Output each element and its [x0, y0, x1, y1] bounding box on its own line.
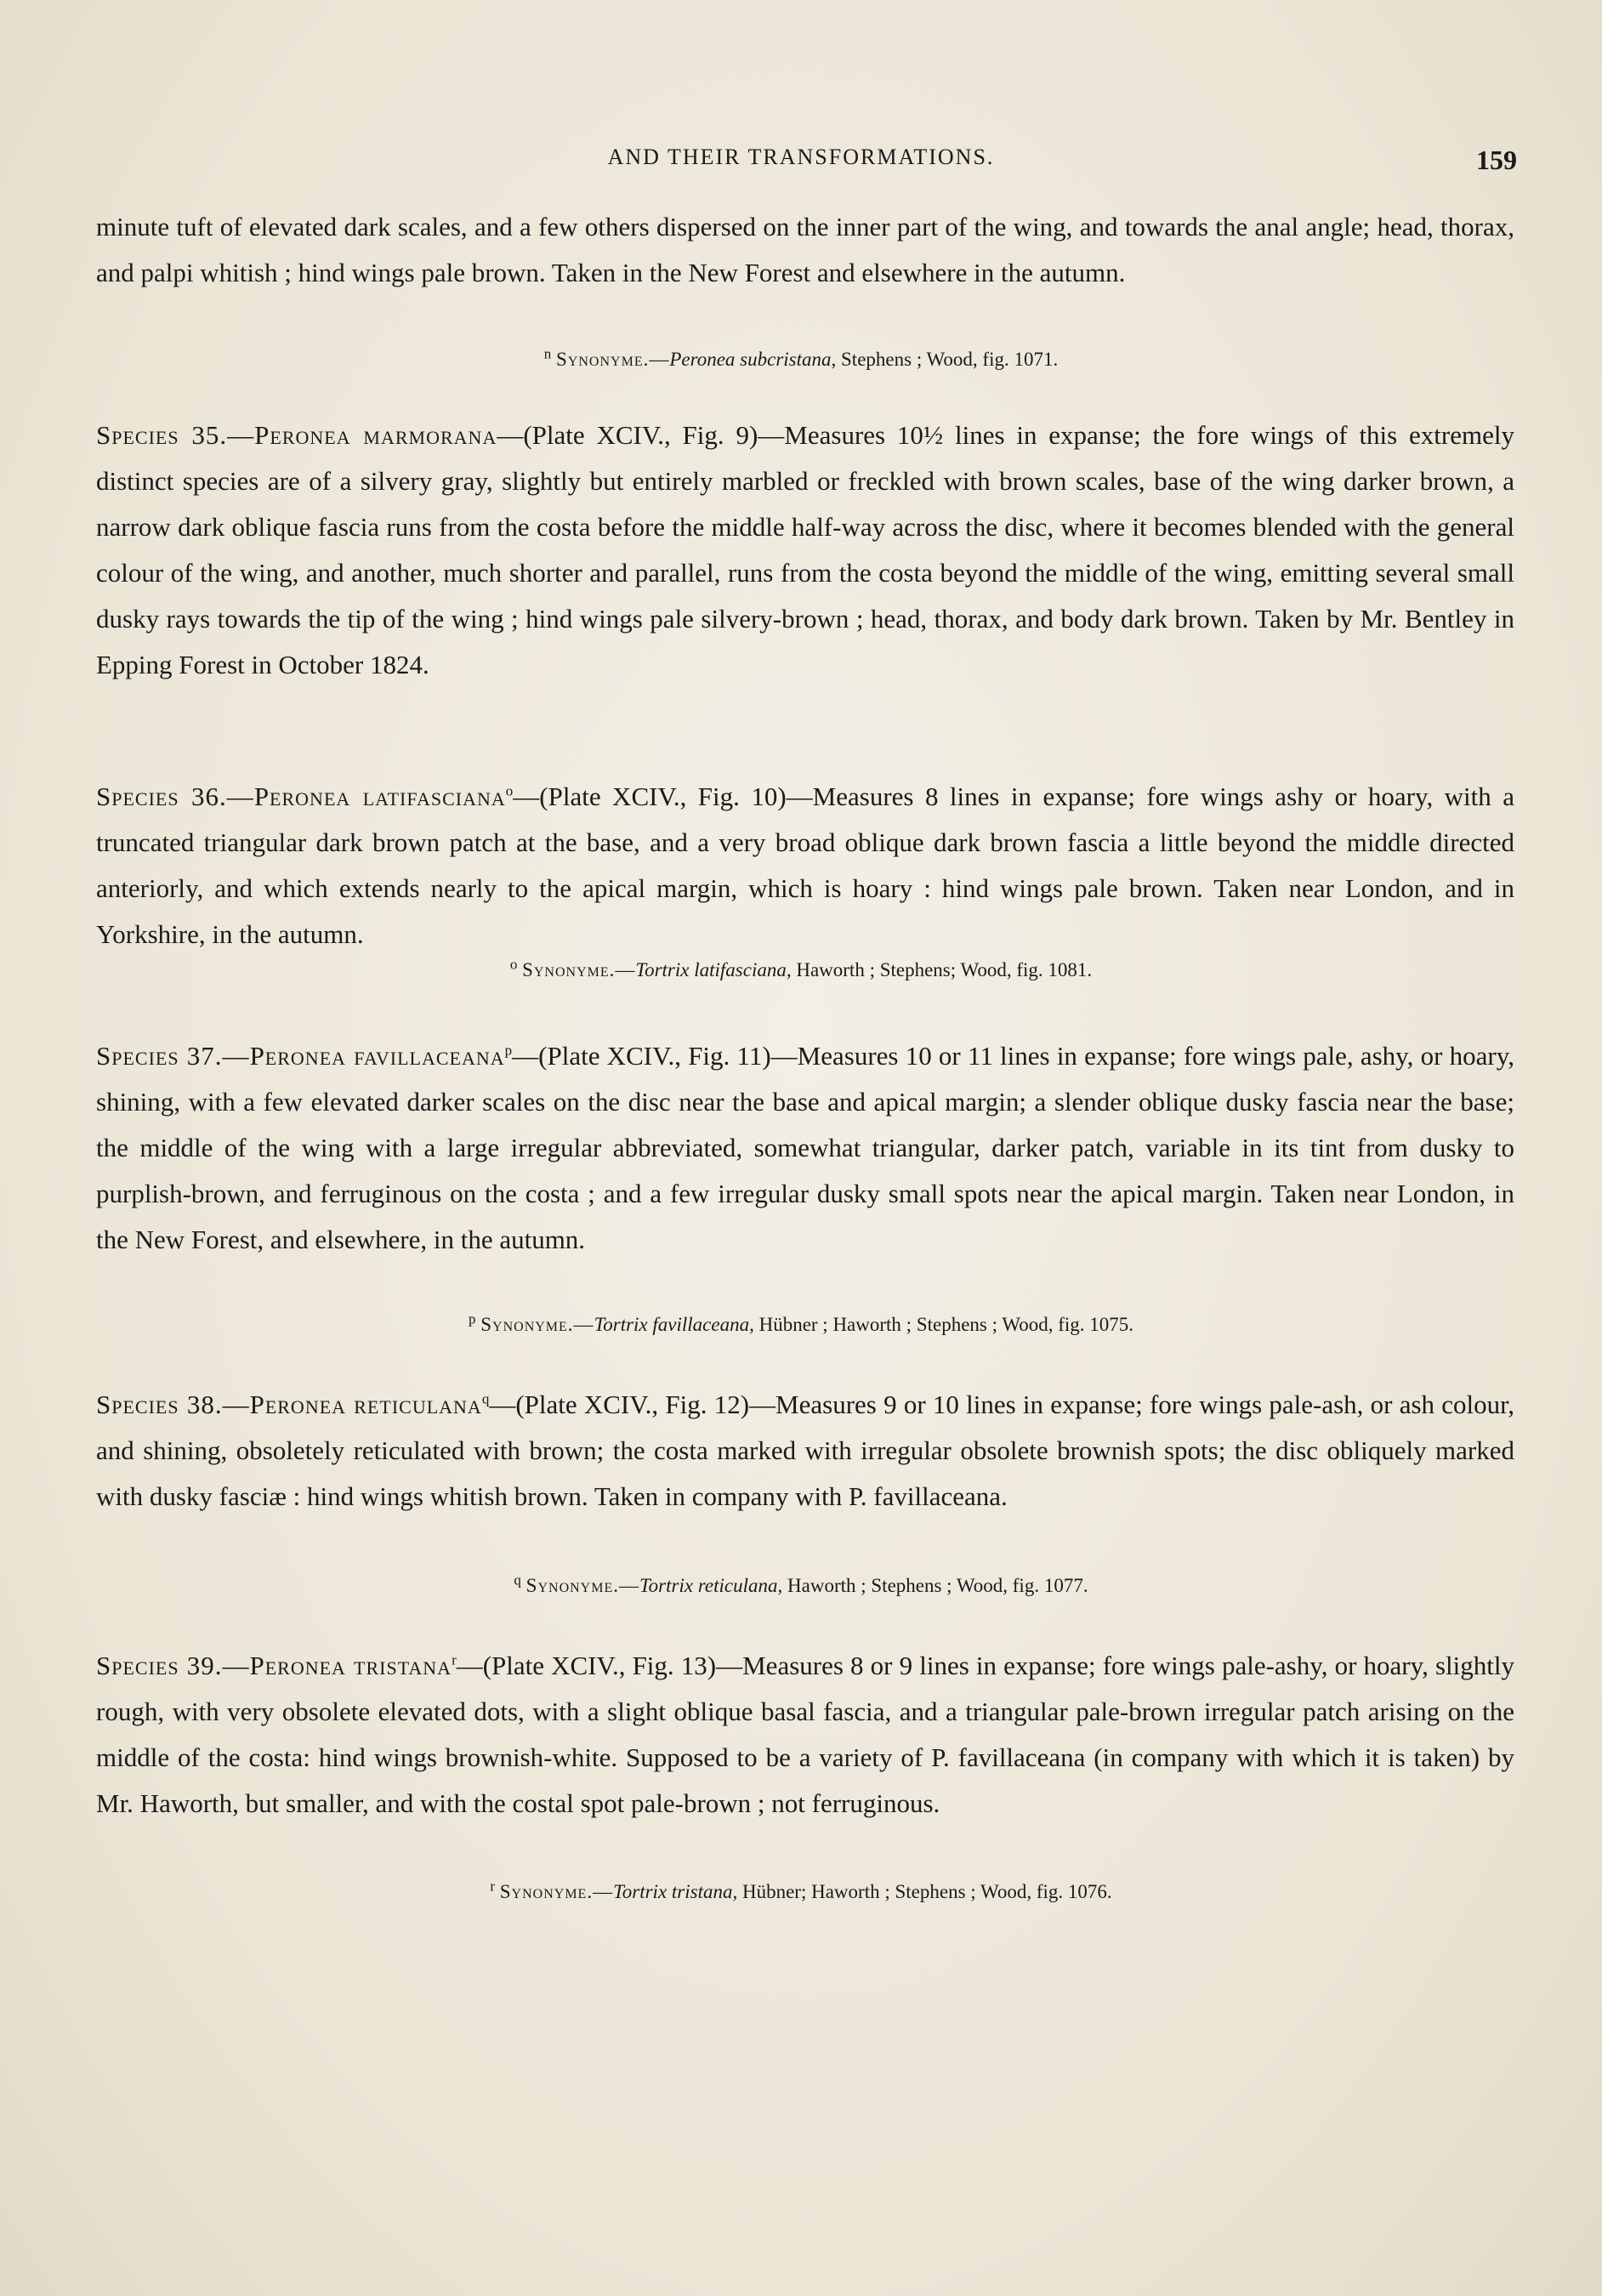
species-description: —(Plate XCIV., Fig. 10)—Measures 8 lines in expanse; fore wings ashy or hoary, with a truncated triangular dark brown patch at the base, and a very broad oblique dark brown fascia a little beyond the middle directed anteriorly, and which extends nearly to the apical margin, which is hoary : hind wings pale brown. Taken near London, and in Yorkshire, in the autumn. — [96, 781, 1515, 949]
synonym-references: Stephens ; Wood, fig. 1071. — [836, 349, 1059, 370]
species-number: Species 36.— — [96, 781, 254, 811]
synonym-references: Haworth ; Stephens; Wood, fig. 1081. — [791, 959, 1093, 980]
synonym-references: Haworth ; Stephens ; Wood, fig. 1077. — [782, 1575, 1088, 1596]
footnote-ref: r — [452, 1651, 457, 1668]
species-name: Peronea tristana — [249, 1651, 452, 1680]
species-name: Peronea marmorana — [254, 420, 497, 450]
species-name: Peronea latifasciana — [253, 781, 506, 811]
species-description: —(Plate XCIV., Fig. 11)—Measures 10 or 11 lines in expanse; fore wings pale, ashy, or hoary, shining, with a few elevated darker scales on the disc near the base and apical margin; a slender oblique dusky fascia near the base; the middle of the wing with a large irregular abbreviated, somewhat triangular, darker patch, variable in its tint from dusky to purplish-brown, and ferruginous on the costa ; and a few irregular dusky small spots near the apical margin. Taken near London, in the New Forest, and elsewhere, in the autumn. — [96, 1041, 1514, 1254]
footnote-q — [0, 1571, 1602, 1597]
species-38-entry — [96, 1382, 1514, 1520]
intro-paragraph: minute tuft of elevated dark scales, and a few others dispersed on the inner part of the wing, and towards the anal angle; head, thorax, and palpi whitish ; hind wings pale brown. Taken in the New Forest and elsewhere in the autumn. — [96, 212, 1514, 287]
footnote-ref: p — [504, 1042, 513, 1059]
synonym-taxon: Tortrix reticulana, — [639, 1575, 783, 1596]
footnote-o — [0, 956, 1602, 981]
footnote-p — [0, 1310, 1602, 1336]
synonym-taxon: Tortrix latifasciana, — [635, 959, 792, 980]
running-title: AND THEIR TRANSFORMATIONS. — [607, 145, 995, 169]
footnote-mark: o — [509, 956, 518, 973]
species-39-entry — [96, 1643, 1514, 1827]
synonyme-label: Synonyme.— — [525, 1575, 639, 1596]
footnote-n — [0, 345, 1602, 371]
synonym-references: Hübner ; Haworth ; Stephens ; Wood, fig. 1075. — [753, 1314, 1134, 1335]
synonyme-label: Synonyme.— — [522, 959, 636, 980]
species-35-entry — [96, 412, 1514, 688]
synonyme-label: Synonyme.— — [556, 349, 670, 370]
species-37-entry — [96, 1033, 1514, 1263]
species-number: Species 38.— — [96, 1390, 250, 1419]
synonyme-label: Synonyme.— — [499, 1881, 614, 1902]
synonym-taxon: Tortrix favillaceana, — [594, 1314, 754, 1335]
footnote-mark: q — [514, 1571, 521, 1588]
synonyme-label: Synonyme.— — [480, 1314, 594, 1335]
species-description: —(Plate XCIV., Fig. 9)—Measures 10½ lines in expanse; the fore wings of this extremely distinct species are of a silvery gray, slightly but entirely marbled or freckled with brown scales, base of the wing darker brown, a narrow dark oblique fascia runs from the costa before the middle half-way across the disc, where it becomes blended with the general colour of the wing, and another, much shorter and parallel, runs from the costa beyond the middle of the wing, emitting several small dusky rays towards the tip of the wing ; hind wings pale silvery-brown ; head, thorax, and body dark brown. Taken by Mr. Bentley in Epping Forest in October 1824. — [96, 420, 1514, 679]
synonym-references: Hübner; Haworth ; Stephens ; Wood, fig. 1076. — [737, 1881, 1112, 1902]
species-number: Species 37.— — [96, 1041, 250, 1071]
species-description: —(Plate XCIV., Fig. 12)—Measures 9 or 10 lines in expanse; fore wings pale-ash, or ash colour, and shining, obsoletely reticulated with brown; the costa marked with irregular obsolete brownish spots; the disc obliquely marked with dusky fasciæ : hind wings whitish brown. Taken in company with P. favillaceana. — [96, 1390, 1514, 1511]
species-number: Species 35.— — [96, 420, 255, 450]
species-name: Peronea favillaceana — [249, 1041, 505, 1071]
footnote-r — [0, 1878, 1602, 1903]
species-number: Species 39.— — [96, 1651, 250, 1680]
footnote-ref: q — [481, 1390, 490, 1407]
species-description: —(Plate XCIV., Fig. 13)—Measures 8 or 9 lines in expanse; fore wings pale-ashy, or hoary, slightly rough, with very obsolete elevated dots, with a slight oblique basal fascia, and a triangular pale-brown irregular patch arising on the middle of the costa: hind wings brownish-white. Supposed to be a variety of P. favillaceana (in company with which it is taken) by Mr. Haworth, but smaller, and with the costal spot pale-brown ; not ferruginous. — [96, 1651, 1514, 1818]
page-number: 159 — [1476, 145, 1517, 175]
species-36-entry — [96, 774, 1514, 958]
synonym-taxon: Peronea subcristana, — [669, 349, 837, 370]
species-name: Peronea reticulana — [249, 1390, 482, 1419]
footnote-mark: p — [468, 1310, 476, 1327]
footnote-ref: o — [505, 782, 514, 799]
footnote-mark: n — [543, 345, 552, 362]
synonym-taxon: Tortrix tristana, — [613, 1881, 738, 1902]
footnote-mark: r — [490, 1878, 495, 1895]
